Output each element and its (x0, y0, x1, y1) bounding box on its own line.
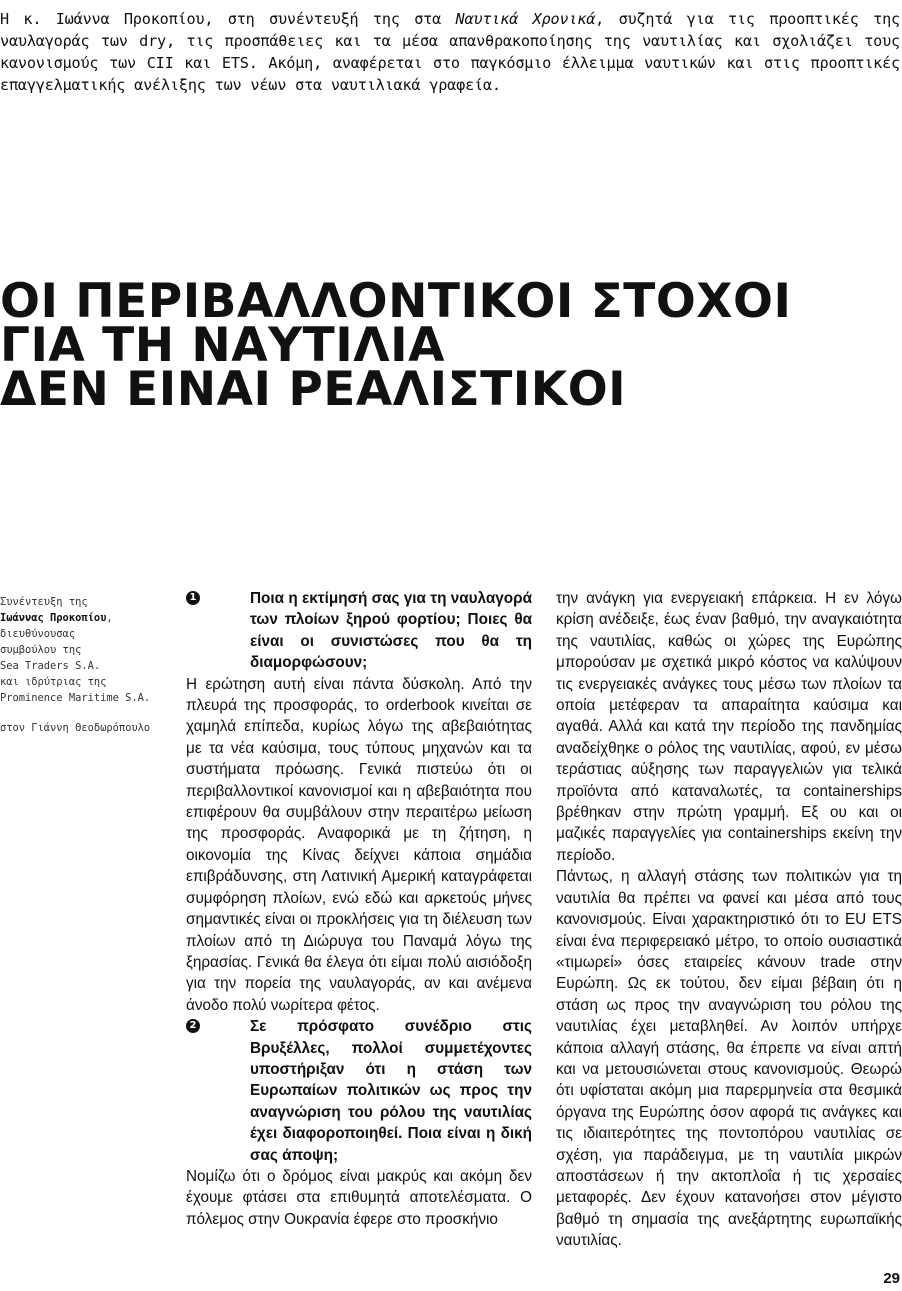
byline-role-2: συμβούλου της (0, 644, 82, 656)
byline-company-2: Prominence Maritime S.A. (0, 692, 151, 704)
publication-name: Ναυτικά Χρονικά (455, 10, 596, 28)
byline-name-row (0, 610, 175, 626)
page-number: 29 (883, 1270, 900, 1287)
headline (0, 274, 792, 417)
headline-line-1: ΟΙ ΠΕΡΙΒΑΛΛΟΝΤΙΚΟΙ ΣΤΟΧΟΙ (0, 274, 792, 329)
intro-paragraph (0, 8, 900, 96)
byline-role-1: διευθύνουσας (0, 628, 76, 640)
article-column-2 (556, 588, 902, 1252)
question-number-2-icon: 2 (186, 1019, 200, 1033)
name-suffix: , (106, 612, 113, 624)
question-2-text: Σε πρόσφατο συνέδριο στις Βρυξέλλες, πολλοί συμμετέχοντες υποστήριξαν ότι η στάση των Ευρωπαίων πολιτικών ως προς την αναγνώριση του ρόλου της ναυτιλίας έχει διαφοροποιηθεί. Ποια είναι η δική σας άποψη; (250, 1018, 532, 1164)
interviewee-name: Ιωάννας Προκοπίου (0, 612, 107, 624)
question-2 (186, 1016, 532, 1166)
question-1-text: Ποια η εκτίμησή σας για τη ναυλαγορά των πλοίων ξηρού φορτίου; Ποιες θα είναι οι συνιστώσες που θα τη διαμορφώσουν; (250, 590, 532, 672)
byline-spacer (0, 706, 175, 720)
byline-role-3: και ιδρύτριας της (0, 676, 107, 688)
question-number-1-icon: 1 (186, 591, 200, 605)
answer-2: Νομίζω ότι ο δρόμος είναι μακρύς και ακόμη δεν έχουμε φτάσει στα επιθυμητά αποτελέσματα. Ο πόλεμος στην Ουκρανία έφερε στο προσκήνιο (186, 1167, 532, 1228)
intro-text-end: , συζητά για τις προοπτικές της ναυλαγοράς των dry, τις προσπάθειες και τα μέσα απανθρακοποίησης της ναυτιλίας και σχολιάζει τους κανονισμούς των CII και ETS. Ακόμη, αναφέρεται στο παγκόσμιο έλλειμμα ναυτικών και στις προοπτικές επαγγελματικής ανέλιξης των νέων στα ναυτιλιακά γραφεία. (0, 10, 900, 94)
answer-1: Η ερώτηση αυτή είναι πάντα δύσκολη. Από την πλευρά της προσφοράς, το orderbook κινείται σε χαμηλά επίπεδα, κυρίως λόγω της αβεβαιότητας με τα νέα καύσιμα, τους τύπους μηχανών και τα συστήματα πρόωσης. Γενικά πιστεύω ότι οι περιβαλλοντικοί κανονισμοί και η αβεβαιότητα που επιφέρουν θα συμβάλουν στην περαιτέρω μείωση της προσφοράς. Αναφορικά με τη ζήτηση, η οικονομία της Κίνας δείχνει κάποια σημάδια επιβράδυνσης, στη Λατινική Αμερική καταγράφεται συμφόρηση πλοίων, ενώ εδώ και αρκετούς μήνες σημαντικές είναι οι προκλήσεις για τη διέλευση των πλοίων από τη Διώρυγα του Παναμά λόγω της ξηρασίας. Γενικά θα έλεγα ότι είμαι πολύ αισιόδοξη για την πορεία της ναυλαγοράς, αν και ανέμενα άνοδο πολύ νωρίτερα φέτος. (186, 675, 532, 1014)
article-column-1 (186, 588, 532, 1230)
byline-intro: Συνέντευξη της (0, 596, 88, 608)
byline-company-1: Sea Traders S.A. (0, 660, 101, 672)
byline-interviewer: στον Γιάννη Θεοδωρόπουλο (0, 722, 151, 734)
column-2-paragraph-1: την ανάγκη για ενεργειακή επάρκεια. Η εν λόγω κρίση ανέδειξε, έως έναν βαθμό, την αναγκαιότητα της ναυτιλίας, καθώς οι χώρες της Ευρώπης μπορούσαν με σχετικά μικρό κόστος να καλύψουν τις ενεργειακές ανάγκες τους μέσω των πλοίων τα οποία μετέφεραν τα απαραίτητα καύσιμα και αγαθά. Αλλά και κατά την περίοδο της πανδημίας αναδείχθηκε ο ρόλος της ναυτιλίας, αφού, εν μέσω τεράστιας αύξησης των παραγγελιών για τελικά προϊόντα από καταναλωτές, τα containerships βρέθηκαν στην πρώτη γραμμή. Εξ ου και οι μαζικές παραγγελίες για containerships εκείνη την περίοδο. (556, 590, 902, 864)
headline-line-2: ΓΙΑ ΤΗ ΝΑΥΤΙΛΙΑ (0, 318, 445, 373)
column-2-paragraph-2: Πάντως, η αλλαγή στάσης των πολιτικών για τη ναυτιλία θα πρέπει να φανεί και μέσα από τους κανονισμούς. Είναι χαρακτηριστικό ότι το EU ETS είναι ένα περιφερειακό μέτρο, το οποίο ουσιαστικά «τιμωρεί» όσες εταιρείες κάνουν trade στην Ευρώπη. Ως εκ τούτου, δεν είμαι βέβαιη ότι η στάση ως προς την αναγνώριση του ρόλου της ναυτιλίας έχει μεταβληθεί. Αν λοιπόν υπήρχε κάποια αλλαγή στάσης, θα έπρεπε να είναι απτή και να μετουσιώνεται στους κανονισμούς. Θεωρώ ότι υφίσταται ακόμη μια παρερμηνεία στα θεσμικά όργανα της Ευρώπης όσον αφορά τις ανάγκες και τις ιδιαιτερότητες της ποντοπόρου ναυτιλίας σε σχέση, για παράδειγμα, με τη ναυτιλία μικρών αποστάσεων ή την ακτοπλοΐα ή τις χερσαίες μεταφορές. Δεν έχουν κατανοήσει στον μέγιστο βαθμό τη σημασία της ανεξάρτητης ευρωπαϊκής ναυτιλίας. (556, 868, 902, 1250)
headline-line-3: ΔΕΝ ΕΙΝΑΙ ΡΕΑΛΙΣΤΙΚΟΙ (0, 362, 627, 417)
question-1 (186, 588, 532, 674)
byline (0, 594, 175, 736)
intro-text-start: Η κ. Ιωάννα Προκοπίου, στη συνέντευξή της στα (0, 10, 456, 28)
